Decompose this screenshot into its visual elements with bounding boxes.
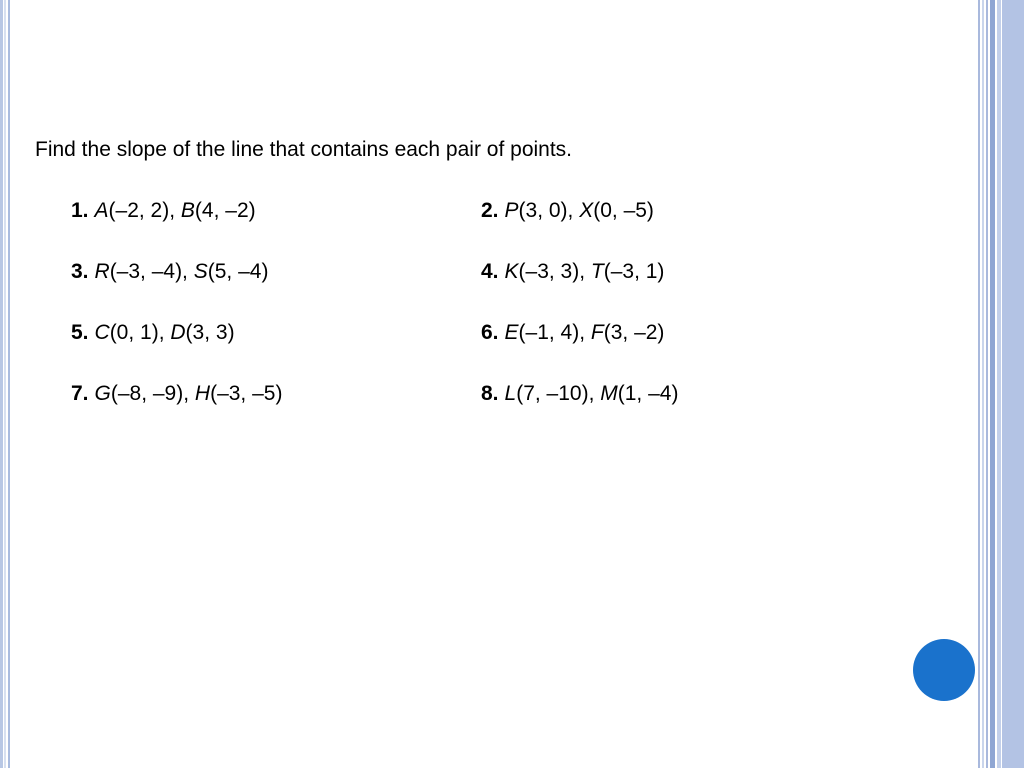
point-name: A (94, 199, 109, 222)
problem-1 (71, 199, 256, 223)
problem-number: 6. (481, 321, 499, 344)
point-name: D (170, 321, 186, 344)
right-decorative-border (978, 0, 1024, 768)
problem-5 (71, 321, 235, 345)
point-coordinates: (–3, –4), (109, 260, 194, 283)
point-name: M (600, 382, 618, 405)
point-coordinates: (7, –10), (516, 382, 601, 405)
problem-3 (71, 260, 268, 284)
problem-4 (481, 260, 664, 284)
right-border-band (1002, 0, 1024, 768)
problem-8 (481, 382, 678, 406)
right-border-stripe (978, 0, 980, 768)
left-border-stripe (0, 0, 3, 768)
right-border-stripe (982, 0, 984, 768)
point-coordinates: (3, 3) (185, 321, 235, 344)
point-name: C (94, 321, 110, 344)
point-coordinates: (4, –2) (194, 199, 256, 222)
right-border-stripe (997, 0, 1001, 768)
problem-2 (481, 199, 654, 223)
point-name: K (504, 260, 519, 283)
point-name: R (94, 260, 110, 283)
point-coordinates: (0, –5) (593, 199, 654, 222)
point-coordinates: (–2, 2), (108, 199, 181, 222)
left-border-stripe (8, 0, 10, 768)
point-name: E (504, 321, 519, 344)
left-border-stripe (4, 0, 6, 768)
point-name: F (590, 321, 604, 344)
point-name: X (579, 199, 594, 222)
problem-number: 2. (481, 199, 499, 222)
point-name: T (590, 260, 604, 283)
problem-number: 3. (71, 260, 89, 283)
problem-number: 8. (481, 382, 499, 405)
point-coordinates: (3, –2) (603, 321, 665, 344)
point-name: G (94, 382, 111, 405)
point-coordinates: (–3, 1) (603, 260, 665, 283)
point-coordinates: (–8, –9), (110, 382, 195, 405)
point-name: H (194, 382, 211, 405)
point-name: P (504, 199, 519, 222)
right-border-stripe (990, 0, 995, 768)
right-border-stripe (986, 0, 988, 768)
point-coordinates: (5, –4) (207, 260, 269, 283)
problem-number: 5. (71, 321, 89, 344)
left-decorative-border (0, 0, 12, 768)
problem-7 (71, 382, 282, 406)
point-coordinates: (–1, 4), (518, 321, 591, 344)
point-coordinates: (–3, 3), (518, 260, 591, 283)
problem-6 (481, 321, 664, 345)
problem-number: 7. (71, 382, 89, 405)
instruction-text: Find the slope of the line that contains each pair of points. (35, 138, 573, 161)
decorative-blue-circle (913, 639, 975, 701)
point-name: B (180, 199, 195, 222)
problem-number: 1. (71, 199, 89, 222)
point-coordinates: (3, 0), (518, 199, 580, 222)
point-name: S (193, 260, 208, 283)
point-name: L (504, 382, 517, 405)
point-coordinates: (1, –4) (617, 382, 679, 405)
point-coordinates: (–3, –5) (210, 382, 283, 405)
problem-number: 4. (481, 260, 499, 283)
point-coordinates: (0, 1), (109, 321, 171, 344)
